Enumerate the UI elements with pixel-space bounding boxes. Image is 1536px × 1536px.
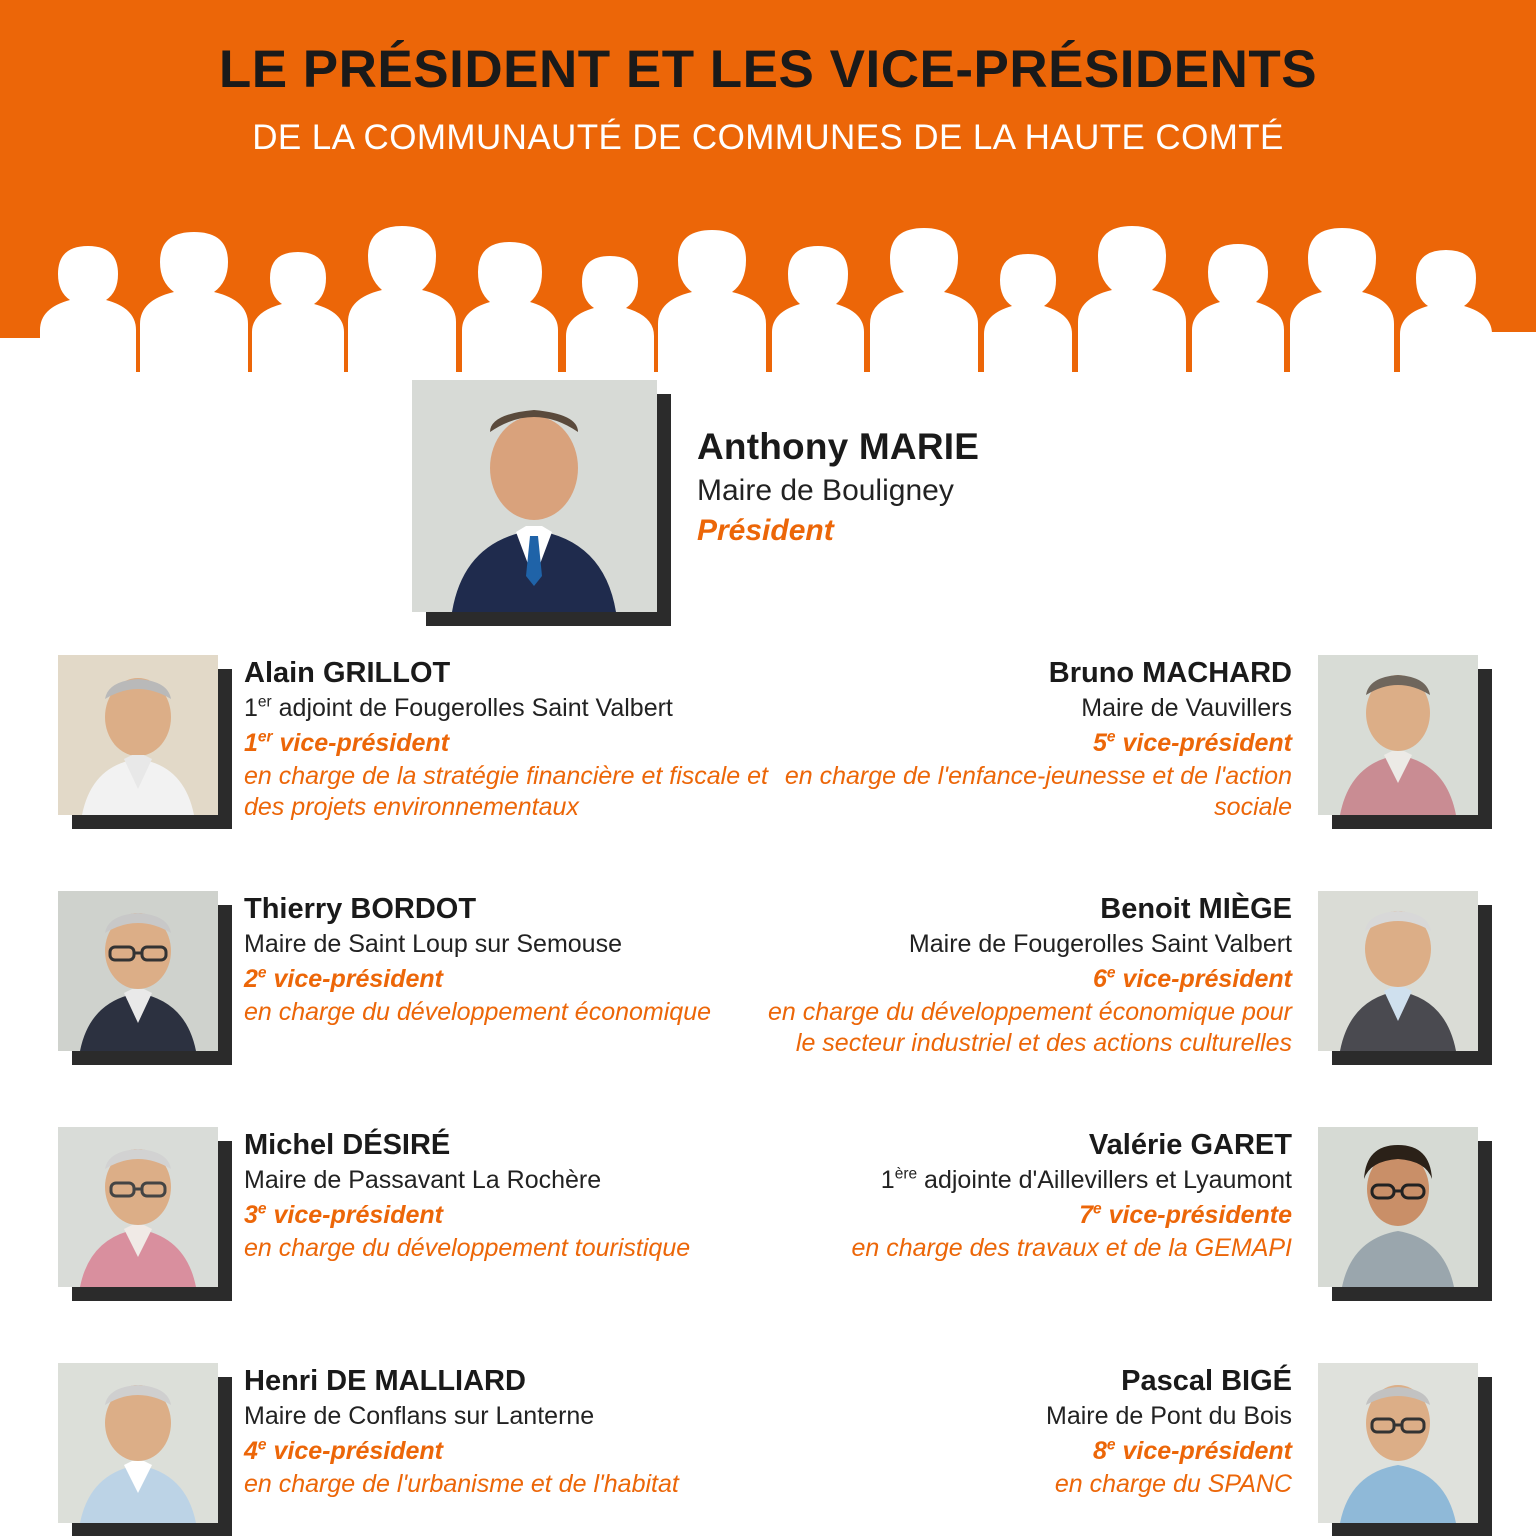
vp-name: Bruno MACHARD [1048,657,1292,689]
vp-photo-5 [1318,655,1478,815]
vp-photo-7 [1318,1127,1478,1287]
vp-photo-3 [58,1127,218,1287]
vp-column-left [0,655,768,1535]
portrait-icon [1318,655,1478,815]
portrait-icon [412,380,657,612]
vp-card-1 [58,655,798,823]
vp-photo-4 [58,1363,218,1523]
vp-rank: 5e vice-président [1093,728,1292,757]
header-banner [0,0,1536,372]
president-function: Président [697,514,834,547]
vp-rank: 6e vice-président [1093,964,1292,993]
vp-charge: en charge des travaux et de la GEMAPI [851,1233,1292,1262]
vp-city: Maire de Passavant La Rochère [244,1166,602,1195]
vp-city: Maire de Vauvillers [1081,694,1292,723]
vp-photo-8 [1318,1363,1478,1523]
portrait-icon [1318,1363,1478,1523]
vp-card-4 [58,1363,798,1523]
vp-rank: 2e vice-président [244,964,443,993]
vp-city: 1er adjoint de Fougerolles Saint Valbert [244,694,673,723]
vp-rank: 7e vice-présidente [1079,1200,1292,1229]
vp-charge: en charge du développement économique pour le secteur industriel et des actions culturelles [768,997,1292,1058]
portrait-icon [58,1363,218,1523]
vp-rank: 3e vice-président [244,1200,443,1229]
vp-photo-1 [58,655,218,815]
president-city: Maire de Bouligney [697,474,954,507]
vp-city: Maire de Conflans sur Lanterne [244,1402,595,1431]
vp-card-2 [58,891,798,1051]
crowd-silhouette-icon [0,212,1536,372]
vp-card-8 [738,1363,1478,1523]
vp-card-3 [58,1127,798,1287]
vp-name: Valérie GARET [1088,1129,1292,1161]
president-section [0,372,1536,662]
page-title: LE PRÉSIDENT ET LES VICE-PRÉSIDENTS [218,40,1318,99]
vp-charge: en charge de l'urbanisme et de l'habitat [244,1469,679,1498]
vp-city: Maire de Saint Loup sur Semouse [244,930,622,959]
vp-card-5 [738,655,1478,823]
vp-rank: 4e vice-président [244,1436,443,1465]
portrait-icon [58,1127,218,1287]
portrait-icon [58,891,218,1051]
portrait-icon [1318,891,1478,1051]
page-subtitle: DE LA COMMUNAUTÉ DE COMMUNES DE LA HAUTE COMTÉ [252,118,1284,157]
vp-name: Alain GRILLOT [244,657,451,689]
vp-name: Henri DE MALLIARD [244,1365,526,1397]
portrait-icon [1318,1127,1478,1287]
vp-column-right [768,655,1536,1535]
vp-rank: 1er vice-président [244,728,450,757]
vp-photo-6 [1318,891,1478,1051]
vp-card-7 [738,1127,1478,1287]
vp-charge: en charge de la stratégie financière et fiscale et des projets environnementaux [244,761,768,822]
vp-charge: en charge du développement économique [244,997,712,1026]
vp-charge: en charge du développement touristique [244,1233,691,1262]
vp-city: Maire de Fougerolles Saint Valbert [908,930,1292,959]
vp-charge: en charge du SPANC [1054,1469,1292,1498]
vp-name: Pascal BIGÉ [1121,1365,1292,1397]
vp-name: Michel DÉSIRÉ [244,1129,451,1161]
vice-presidents-grid [0,655,1536,1535]
vp-name: Benoit MIÈGE [1100,893,1292,925]
vp-city: Maire de Pont du Bois [1046,1402,1292,1431]
president-name: Anthony MARIE [697,426,980,467]
vp-name: Thierry BORDOT [244,893,477,925]
vp-card-6 [738,891,1478,1059]
vp-charge: en charge de l'enfance-jeunesse et de l'action sociale [784,761,1292,822]
portrait-icon [58,655,218,815]
vp-city: 1ère adjointe d'Aillevillers et Lyaumont [880,1166,1292,1195]
vp-rank: 8e vice-président [1093,1436,1292,1465]
vp-photo-2 [58,891,218,1051]
president-photo [412,380,657,612]
